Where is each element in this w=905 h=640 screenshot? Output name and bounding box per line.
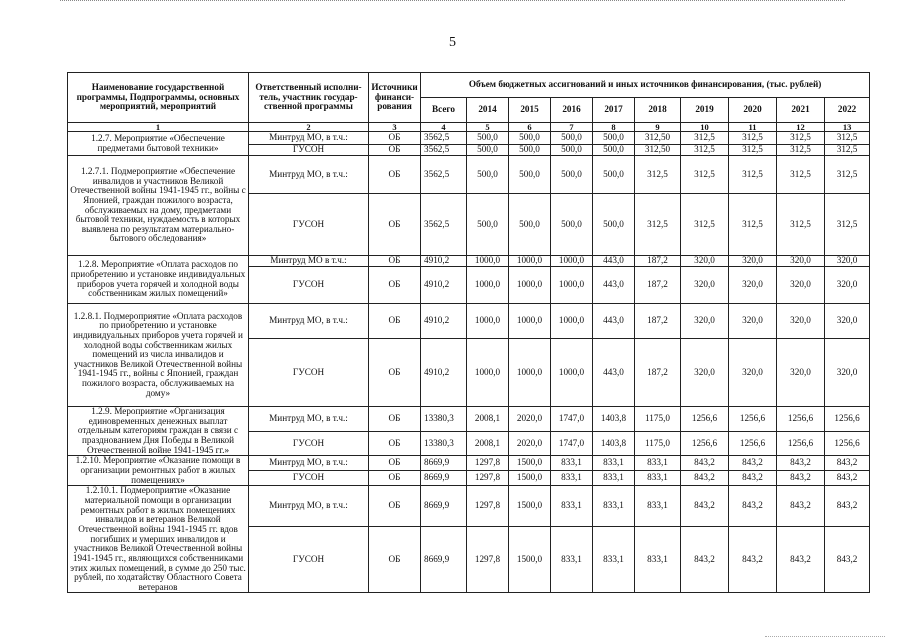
column-number: 5 bbox=[467, 123, 509, 132]
year-amount: 312,50 bbox=[635, 132, 681, 145]
year-amount: 1500,0 bbox=[509, 456, 551, 471]
year-amount: 500,0 bbox=[593, 145, 635, 156]
year-amount: 312,5 bbox=[681, 145, 729, 156]
header-name: Наименование государственной программы, Подпрограммы, основных мероприятий, мероприятий bbox=[68, 73, 249, 123]
year-amount: 312,5 bbox=[635, 194, 681, 256]
year-amount: 320,0 bbox=[729, 267, 777, 304]
year-amount: 500,0 bbox=[551, 132, 593, 145]
year-amount: 1000,0 bbox=[551, 304, 593, 339]
year-amount: 843,2 bbox=[825, 456, 870, 471]
header-year: 2017 bbox=[593, 98, 635, 123]
program-item-name: 1.2.8. Мероприятие «Оплата расходов по приобретению и установке индивидуальных приборов учета горячей и холодной воды собственникам жилых помещений» bbox=[68, 256, 249, 304]
program-item-name: 1.2.8.1. Подмероприятие «Оплата расходов по приобретению и установке индивидуальных приборов учета горячей и холодной воды собственникам жилых помещений из числа инвалидов и участников Великой Отечественной войны 1941-1945 гг., войны с Японией, граждан пожилого возраста, обслуживаемых на дому» bbox=[68, 304, 249, 407]
column-number: 13 bbox=[825, 123, 870, 132]
year-amount: 500,0 bbox=[467, 194, 509, 256]
year-amount: 833,1 bbox=[551, 486, 593, 526]
year-amount: 500,0 bbox=[551, 194, 593, 256]
year-amount: 443,0 bbox=[593, 304, 635, 339]
year-amount: 312,5 bbox=[729, 156, 777, 194]
year-amount: 1747,0 bbox=[551, 431, 593, 456]
year-amount: 1500,0 bbox=[509, 471, 551, 486]
year-amount: 312,5 bbox=[825, 194, 870, 256]
responsible-executor: ГУСОН bbox=[249, 194, 369, 256]
year-amount: 312,5 bbox=[777, 156, 825, 194]
year-amount: 843,2 bbox=[729, 471, 777, 486]
funding-source: ОБ bbox=[369, 194, 421, 256]
year-amount: 843,2 bbox=[729, 456, 777, 471]
year-amount: 320,0 bbox=[825, 267, 870, 304]
funding-source: ОБ bbox=[369, 156, 421, 194]
year-amount: 833,1 bbox=[593, 471, 635, 486]
responsible-executor: ГУСОН bbox=[249, 431, 369, 456]
year-amount: 187,2 bbox=[635, 339, 681, 407]
year-amount: 843,2 bbox=[825, 486, 870, 526]
total-amount: 8669,9 bbox=[421, 456, 467, 471]
year-amount: 843,2 bbox=[681, 486, 729, 526]
column-number: 6 bbox=[509, 123, 551, 132]
year-amount: 312,5 bbox=[729, 145, 777, 156]
year-amount: 320,0 bbox=[825, 256, 870, 267]
funding-source: ОБ bbox=[369, 267, 421, 304]
year-amount: 1000,0 bbox=[467, 256, 509, 267]
year-amount: 312,5 bbox=[777, 145, 825, 156]
year-amount: 312,5 bbox=[777, 194, 825, 256]
table-row bbox=[68, 256, 870, 267]
responsible-executor: Минтруд МО, в т.ч.: bbox=[249, 486, 369, 526]
responsible-executor: ГУСОН bbox=[249, 526, 369, 593]
year-amount: 1403,8 bbox=[593, 431, 635, 456]
year-amount: 843,2 bbox=[729, 486, 777, 526]
column-number: 8 bbox=[593, 123, 635, 132]
year-amount: 833,1 bbox=[551, 471, 593, 486]
program-item-name: 1.2.10.1. Подмероприятие «Оказание материальной помощи в организации ремонтных работ в жилых помещениях инвалидов и ветеранов Великой Отечественной войны 1941-1945 гг. вдов погибших и умерших инвалидов и участников Великой Отечественной войны 1941-1945 гг., являющихся собственниками этих жилых помещений, в сумме до 250 тыс. рублей, по ходатайству Областного Совета ветеранов bbox=[68, 486, 249, 593]
column-number: 2 bbox=[249, 123, 369, 132]
year-amount: 320,0 bbox=[681, 256, 729, 267]
year-amount: 312,5 bbox=[681, 194, 729, 256]
header-row bbox=[68, 73, 870, 98]
year-amount: 320,0 bbox=[729, 256, 777, 267]
year-amount: 1297,8 bbox=[467, 526, 509, 593]
responsible-executor: Минтруд МО, в т.ч.: bbox=[249, 304, 369, 339]
header-sources: Источники финанси-рования bbox=[369, 73, 421, 123]
funding-source: ОБ bbox=[369, 304, 421, 339]
year-amount: 843,2 bbox=[777, 471, 825, 486]
year-amount: 320,0 bbox=[681, 339, 729, 407]
scan-top-line bbox=[60, 0, 845, 2]
funding-source: ОБ bbox=[369, 526, 421, 593]
year-amount: 843,2 bbox=[681, 456, 729, 471]
year-amount: 187,2 bbox=[635, 304, 681, 339]
year-amount: 1000,0 bbox=[551, 339, 593, 407]
total-amount: 8669,9 bbox=[421, 486, 467, 526]
table-row bbox=[68, 456, 870, 471]
year-amount: 1000,0 bbox=[509, 256, 551, 267]
year-amount: 187,2 bbox=[635, 256, 681, 267]
column-number: 11 bbox=[729, 123, 777, 132]
column-number-row bbox=[68, 123, 870, 132]
year-amount: 312,5 bbox=[635, 156, 681, 194]
year-amount: 312,5 bbox=[825, 145, 870, 156]
year-amount: 2020,0 bbox=[509, 431, 551, 456]
year-amount: 1256,6 bbox=[825, 407, 870, 432]
year-amount: 1256,6 bbox=[777, 407, 825, 432]
year-amount: 500,0 bbox=[551, 145, 593, 156]
table-row bbox=[68, 156, 870, 194]
year-amount: 320,0 bbox=[825, 339, 870, 407]
total-amount: 4910,2 bbox=[421, 267, 467, 304]
year-amount: 833,1 bbox=[593, 456, 635, 471]
year-amount: 1000,0 bbox=[551, 256, 593, 267]
year-amount: 1256,6 bbox=[777, 431, 825, 456]
year-amount: 500,0 bbox=[593, 132, 635, 145]
year-amount: 1297,8 bbox=[467, 486, 509, 526]
year-amount: 1175,0 bbox=[635, 431, 681, 456]
year-amount: 1000,0 bbox=[467, 304, 509, 339]
year-amount: 187,2 bbox=[635, 267, 681, 304]
year-amount: 320,0 bbox=[825, 304, 870, 339]
responsible-executor: ГУСОН bbox=[249, 471, 369, 486]
year-amount: 1256,6 bbox=[729, 431, 777, 456]
year-amount: 312,5 bbox=[681, 132, 729, 145]
year-amount: 833,1 bbox=[635, 456, 681, 471]
responsible-executor: Минтруд МО, в т.ч.: bbox=[249, 156, 369, 194]
scan-bottom-mark bbox=[765, 636, 885, 638]
year-amount: 1000,0 bbox=[509, 267, 551, 304]
year-amount: 320,0 bbox=[777, 256, 825, 267]
table-row bbox=[68, 486, 870, 526]
year-amount: 312,5 bbox=[729, 132, 777, 145]
year-amount: 1000,0 bbox=[467, 267, 509, 304]
total-amount: 4910,2 bbox=[421, 339, 467, 407]
year-amount: 1747,0 bbox=[551, 407, 593, 432]
total-amount: 3562,5 bbox=[421, 132, 467, 145]
funding-source: ОБ bbox=[369, 407, 421, 432]
header-total: Всего bbox=[421, 98, 467, 123]
year-amount: 312,5 bbox=[729, 194, 777, 256]
year-amount: 320,0 bbox=[777, 304, 825, 339]
header-year: 2021 bbox=[777, 98, 825, 123]
year-amount: 2008,1 bbox=[467, 407, 509, 432]
column-number: 3 bbox=[369, 123, 421, 132]
header-year: 2015 bbox=[509, 98, 551, 123]
year-amount: 1000,0 bbox=[467, 339, 509, 407]
total-amount: 8669,9 bbox=[421, 526, 467, 593]
year-amount: 500,0 bbox=[593, 156, 635, 194]
budget-table bbox=[67, 72, 870, 593]
year-amount: 833,1 bbox=[593, 486, 635, 526]
year-amount: 843,2 bbox=[681, 526, 729, 593]
total-amount: 13380,3 bbox=[421, 407, 467, 432]
year-amount: 833,1 bbox=[635, 526, 681, 593]
funding-source: ОБ bbox=[369, 456, 421, 471]
year-amount: 1403,8 bbox=[593, 407, 635, 432]
year-amount: 500,0 bbox=[467, 145, 509, 156]
total-amount: 3562,5 bbox=[421, 145, 467, 156]
responsible-executor: ГУСОН bbox=[249, 145, 369, 156]
year-amount: 312,5 bbox=[777, 132, 825, 145]
year-amount: 833,1 bbox=[551, 526, 593, 593]
year-amount: 1500,0 bbox=[509, 526, 551, 593]
year-amount: 843,2 bbox=[825, 526, 870, 593]
header-year: 2016 bbox=[551, 98, 593, 123]
year-amount: 500,0 bbox=[467, 132, 509, 145]
year-amount: 1256,6 bbox=[825, 431, 870, 456]
header-responsible: Ответственный исполни-тель, участник государ-ственной программы bbox=[249, 73, 369, 123]
year-amount: 500,0 bbox=[509, 132, 551, 145]
program-item-name: 1.2.10. Мероприятие «Оказание помощи в организации ремонтных работ в жилых помещениях» bbox=[68, 456, 249, 486]
funding-source: ОБ bbox=[369, 256, 421, 267]
year-amount: 320,0 bbox=[681, 304, 729, 339]
funding-source: ОБ bbox=[369, 471, 421, 486]
column-number: 7 bbox=[551, 123, 593, 132]
funding-source: ОБ bbox=[369, 486, 421, 526]
column-number: 10 bbox=[681, 123, 729, 132]
year-amount: 843,2 bbox=[729, 526, 777, 593]
program-item-name: 1.2.7.1. Подмероприятие «Обеспечение инвалидов и участников Великой Отечественной войны 1941-1945 гг., войны с Японией, граждан пожилого возраста, обслуживаемых на дому, предметами бытовой техники, нуждаемость в которых выявлена по результатам материально-бытового обследования» bbox=[68, 156, 249, 256]
funding-source: ОБ bbox=[369, 145, 421, 156]
responsible-executor: ГУСОН bbox=[249, 267, 369, 304]
header-volume: Объем бюджетных ассигнований и иных источников финансирования, (тыс. рублей) bbox=[421, 73, 870, 98]
column-number: 9 bbox=[635, 123, 681, 132]
year-amount: 1256,6 bbox=[681, 407, 729, 432]
responsible-executor: Минтруд МО, в т.ч.: bbox=[249, 132, 369, 145]
year-amount: 1000,0 bbox=[509, 304, 551, 339]
year-amount: 312,5 bbox=[681, 156, 729, 194]
year-amount: 500,0 bbox=[509, 145, 551, 156]
year-amount: 320,0 bbox=[681, 267, 729, 304]
year-amount: 833,1 bbox=[635, 471, 681, 486]
year-amount: 1256,6 bbox=[729, 407, 777, 432]
year-amount: 843,2 bbox=[681, 471, 729, 486]
responsible-executor: ГУСОН bbox=[249, 339, 369, 407]
year-amount: 500,0 bbox=[551, 156, 593, 194]
program-item-name: 1.2.9. Мероприятие «Организация единовременных денежных выплат отдельным категориям граждан в связи с празднованием Дня Победы в Великой Отечественной войне 1941-1945 гг.» bbox=[68, 407, 249, 456]
year-amount: 443,0 bbox=[593, 256, 635, 267]
year-amount: 1297,8 bbox=[467, 456, 509, 471]
total-amount: 3562,5 bbox=[421, 194, 467, 256]
year-amount: 833,1 bbox=[551, 456, 593, 471]
funding-source: ОБ bbox=[369, 339, 421, 407]
header-year: 2018 bbox=[635, 98, 681, 123]
year-amount: 843,2 bbox=[777, 456, 825, 471]
year-amount: 1000,0 bbox=[551, 267, 593, 304]
funding-source: ОБ bbox=[369, 431, 421, 456]
year-amount: 1256,6 bbox=[681, 431, 729, 456]
year-amount: 1175,0 bbox=[635, 407, 681, 432]
header-year: 2014 bbox=[467, 98, 509, 123]
responsible-executor: Минтруд МО, в т.ч.: bbox=[249, 456, 369, 471]
year-amount: 843,2 bbox=[825, 471, 870, 486]
table-row bbox=[68, 132, 870, 145]
year-amount: 312,5 bbox=[825, 156, 870, 194]
header-year: 2022 bbox=[825, 98, 870, 123]
year-amount: 312,5 bbox=[825, 132, 870, 145]
year-amount: 320,0 bbox=[777, 339, 825, 407]
total-amount: 3562,5 bbox=[421, 156, 467, 194]
year-amount: 2008,1 bbox=[467, 431, 509, 456]
year-amount: 500,0 bbox=[509, 194, 551, 256]
year-amount: 1297,8 bbox=[467, 471, 509, 486]
year-amount: 843,2 bbox=[777, 486, 825, 526]
year-amount: 320,0 bbox=[777, 267, 825, 304]
year-amount: 443,0 bbox=[593, 339, 635, 407]
column-number: 4 bbox=[421, 123, 467, 132]
year-amount: 833,1 bbox=[593, 526, 635, 593]
responsible-executor: Минтруд МО, в т.ч.: bbox=[249, 407, 369, 432]
total-amount: 13380,3 bbox=[421, 431, 467, 456]
page-number: 5 bbox=[449, 35, 456, 50]
year-amount: 843,2 bbox=[777, 526, 825, 593]
year-amount: 500,0 bbox=[467, 156, 509, 194]
column-number: 12 bbox=[777, 123, 825, 132]
year-amount: 500,0 bbox=[509, 156, 551, 194]
year-amount: 443,0 bbox=[593, 267, 635, 304]
total-amount: 4910,2 bbox=[421, 256, 467, 267]
year-amount: 320,0 bbox=[729, 304, 777, 339]
header-year: 2019 bbox=[681, 98, 729, 123]
year-amount: 1500,0 bbox=[509, 486, 551, 526]
responsible-executor: Минтруд МО в т.ч.: bbox=[249, 256, 369, 267]
year-amount: 2020,0 bbox=[509, 407, 551, 432]
year-amount: 1000,0 bbox=[509, 339, 551, 407]
column-number: 1 bbox=[68, 123, 249, 132]
year-amount: 833,1 bbox=[635, 486, 681, 526]
table-row bbox=[68, 407, 870, 432]
total-amount: 4910,2 bbox=[421, 304, 467, 339]
table-row bbox=[68, 304, 870, 339]
table-body bbox=[68, 123, 870, 593]
year-amount: 320,0 bbox=[729, 339, 777, 407]
funding-source: ОБ bbox=[369, 132, 421, 145]
program-item-name: 1.2.7. Мероприятие «Обеспечение предметами бытовой техники» bbox=[68, 132, 249, 156]
total-amount: 8669,9 bbox=[421, 471, 467, 486]
header-year: 2020 bbox=[729, 98, 777, 123]
year-amount: 500,0 bbox=[593, 194, 635, 256]
year-amount: 312,50 bbox=[635, 145, 681, 156]
